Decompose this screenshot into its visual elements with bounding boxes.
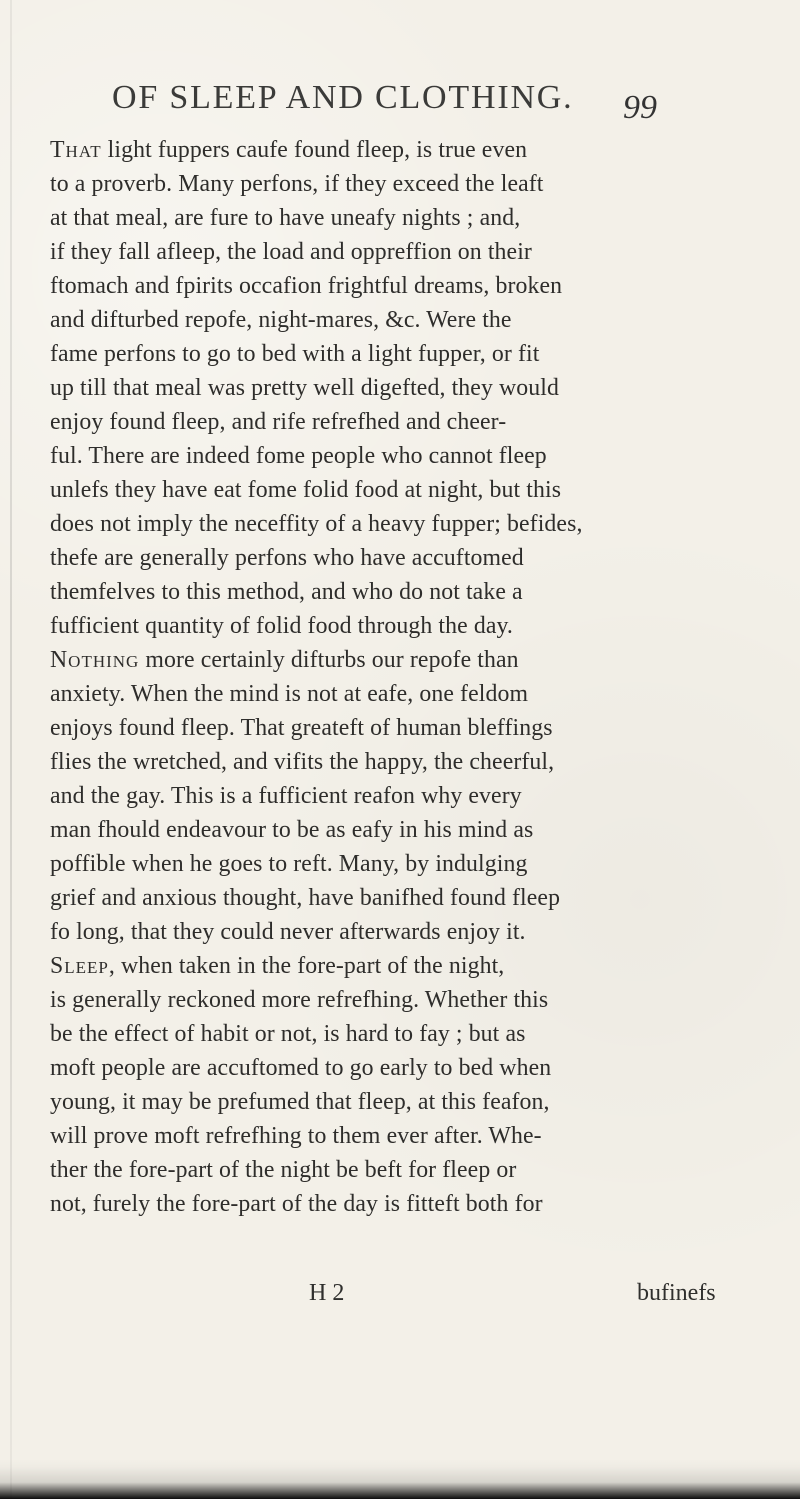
paragraph-lead: Nothing: [50, 647, 140, 673]
paragraph-lead: That: [50, 137, 102, 163]
text-line: fo long, that they could never afterwards enjoy it.: [50, 919, 526, 945]
text-line: not, furely the fore-part of the day is fitteft both for: [50, 1191, 543, 1217]
text-line: and the gay. This is a fufficient reafon why every: [50, 783, 522, 809]
bottom-shadow: [0, 1459, 800, 1499]
text-line: grief and anxious thought, have banifhed found fleep: [50, 885, 561, 911]
line-text: more certainly difturbs our repofe than: [139, 647, 519, 673]
line-text: , when taken in the fore-part of the night,: [108, 953, 505, 979]
text-line: and difturbed repofe, night-mares, &c. Were the: [50, 307, 512, 333]
text-line: poffible when he goes to reft. Many, by indulging: [50, 851, 528, 877]
text-line: fufficient quantity of folid food through the day.: [50, 613, 513, 639]
page-number: 99: [623, 89, 657, 126]
running-head: OF SLEEP AND CLOTHING.: [112, 79, 574, 116]
text-line: does not imply the neceffity of a heavy fupper; befides,: [50, 511, 583, 537]
text-line: if they fall afleep, the load and oppreffion on their: [50, 239, 532, 265]
text-line: be the effect of habit or not, is hard to fay ; but as: [50, 1021, 526, 1047]
text-line: young, it may be prefumed that fleep, at this feafon,: [50, 1089, 550, 1115]
text-line: anxiety. When the mind is not at eafe, one feldom: [50, 681, 529, 707]
page-footer: [0, 1278, 800, 1318]
text-line: ftomach and fpirits occafion frightful dreams, broken: [50, 273, 563, 299]
text-line: to a proverb. Many perfons, if they exceed the leaft: [50, 171, 544, 197]
text-line: ful. There are indeed fome people who cannot fleep: [50, 443, 547, 469]
text-line: will prove moft refrefhing to them ever after. Whe-: [50, 1123, 542, 1149]
body-text: [50, 133, 770, 1278]
page-header: [112, 79, 712, 129]
text-line: [50, 949, 770, 983]
text-line: thefe are generally perfons who have accuftomed: [50, 545, 524, 571]
page-edge-shadow: [10, 0, 12, 1499]
text-line: [50, 133, 770, 167]
text-line: themfelves to this method, and who do not take a: [50, 579, 523, 605]
text-line: fame perfons to go to bed with a light fupper, or fit: [50, 341, 540, 367]
line-text: light fuppers caufe found fleep, is true even: [101, 137, 528, 163]
text-line: moft people are accuftomed to go early to bed when: [50, 1055, 552, 1081]
paragraph-lead: Sleep: [50, 953, 109, 979]
text-line: [50, 643, 770, 677]
signature-mark: H 2: [309, 1280, 345, 1306]
text-line: enjoy found fleep, and rife refrefhed and cheer-: [50, 409, 507, 435]
text-line: up till that meal was pretty well digefted, they would: [50, 375, 559, 401]
text-line: at that meal, are fure to have uneafy nights ; and,: [50, 205, 521, 231]
text-line: man fhould endeavour to be as eafy in his mind as: [50, 817, 534, 843]
text-line: flies the wretched, and vifits the happy, the cheerful,: [50, 749, 555, 775]
text-line: is generally reckoned more refrefhing. Whether this: [50, 987, 549, 1013]
text-line: enjoys found fleep. That greateft of human bleffings: [50, 715, 553, 741]
text-line: ther the fore-part of the night be beft for fleep or: [50, 1157, 517, 1183]
catchword: bufinefs: [637, 1280, 716, 1306]
text-line: unlefs they have eat fome folid food at night, but this: [50, 477, 562, 503]
